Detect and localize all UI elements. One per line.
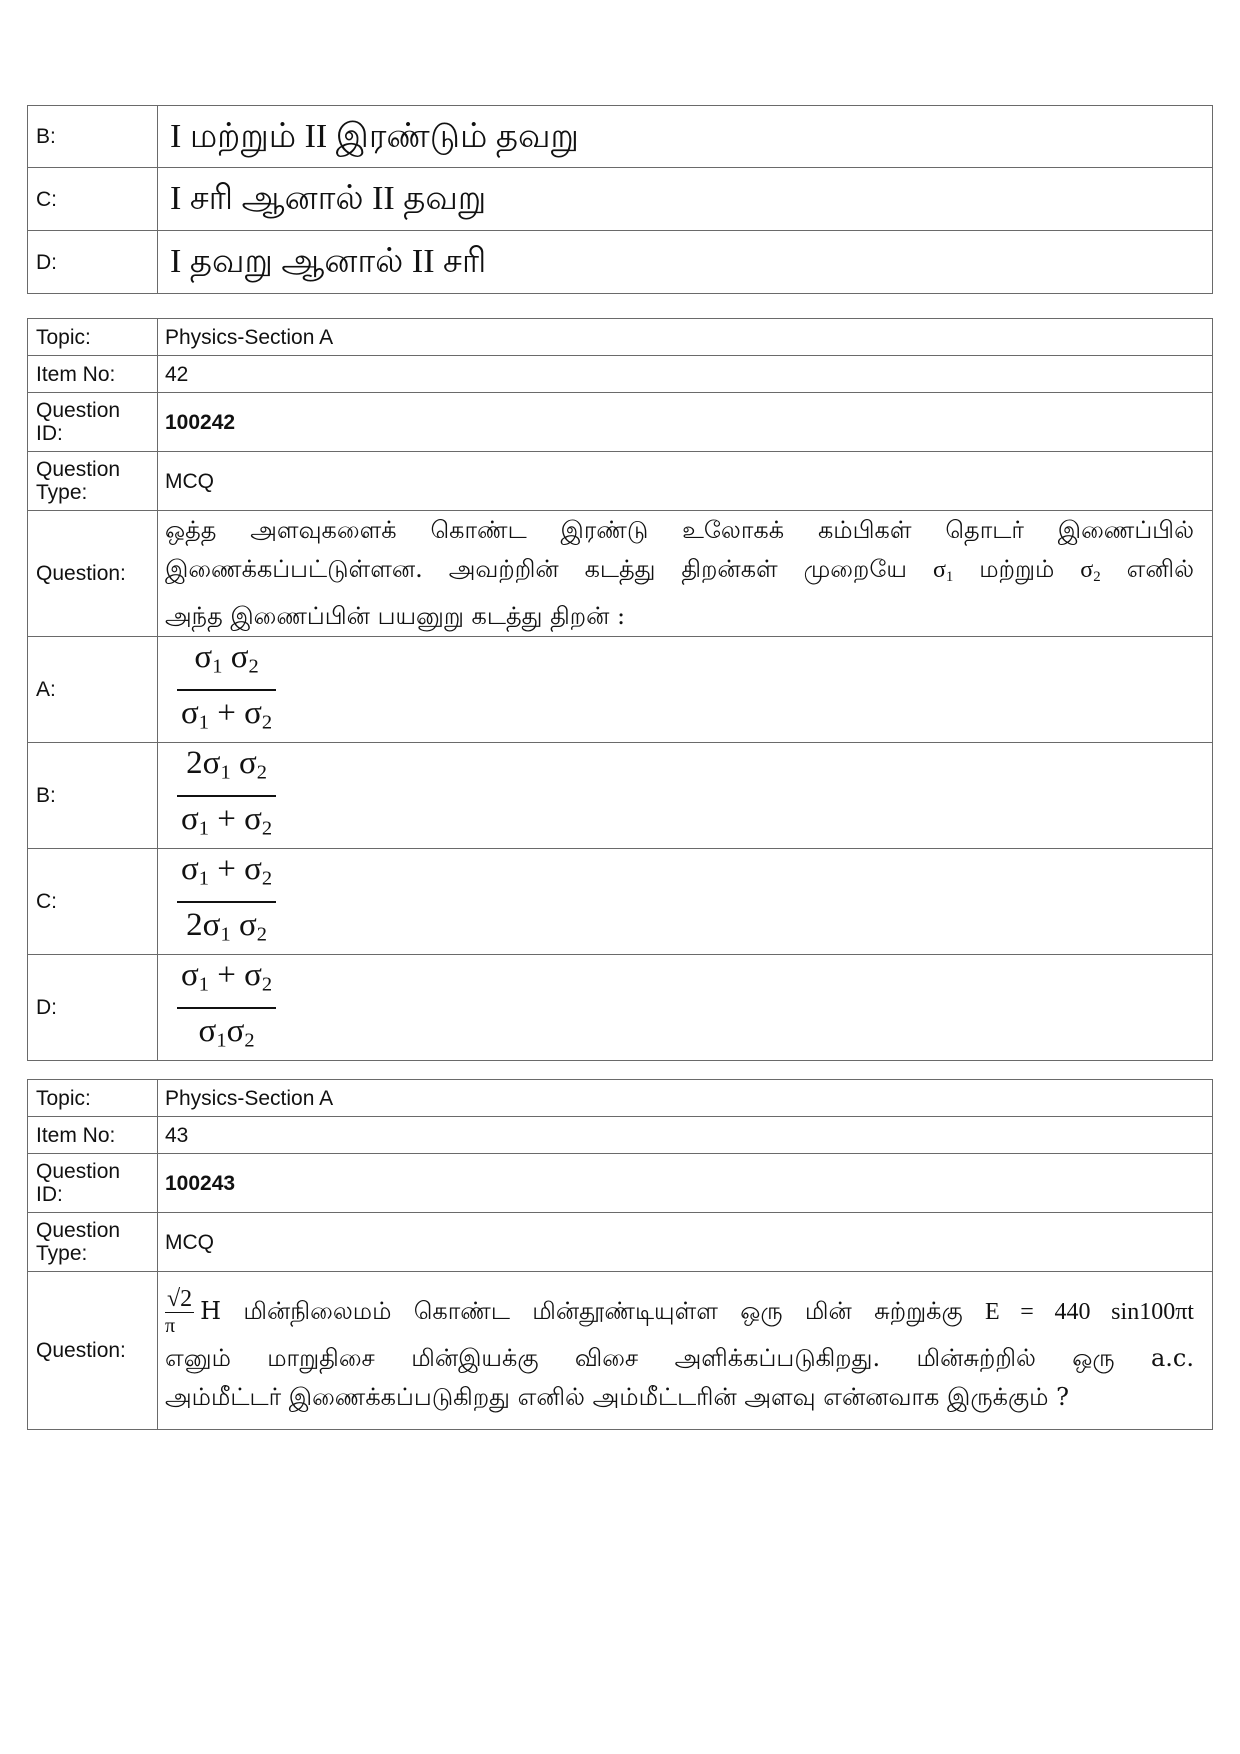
option-label: D: [28, 231, 158, 294]
option-b-formula: $\frac{2\sigma_1 \sigma_2}{\sigma_1 + \sigma_2}$ [158, 743, 1213, 849]
emf-equation: E = 440 sin100πt [984, 1298, 1194, 1325]
question-id-value: 100242 [158, 393, 1213, 452]
question-type-value: MCQ [158, 1213, 1213, 1272]
topic-value: Physics-Section A [158, 1080, 1213, 1117]
question-line: அந்த இணைப்பின் பயனுறு கடத்து திறன் : [165, 602, 626, 631]
question-text [158, 1272, 1213, 1430]
question-id-value: 100243 [158, 1154, 1213, 1213]
item-no-label: Item No: [28, 1117, 158, 1154]
sigma-symbol: $\sigma_1$ [932, 557, 954, 586]
question-line: இணைக்கப்பட்டுள்ளன. அவற்றின் கடத்து திறன்கள் முறையே $\sigma_1$ மற்றும் $\sigma_2$ எனில் [165, 555, 1194, 586]
question-line: அம்மீட்டர் இணைக்கப்படுகிறது எனில் அம்மீட்டரின் அளவு என்னவாக இருக்கும் ? [165, 1382, 1069, 1411]
option-label: C: [28, 168, 158, 231]
question-type-label: Question Type: [28, 452, 158, 511]
question-42-table [27, 318, 1213, 1061]
question-label: Question: [28, 511, 158, 637]
question-id-label: Question ID: [28, 393, 158, 452]
question-type-label: Question Type: [28, 1213, 158, 1272]
question-line: $\frac{√2}{\pi}$ H மின்நிலைமம் கொண்ட மின்தூண்டியுள்ள ஒரு மின் சுற்றுக்கு E = 440 sin100πt [165, 1285, 1194, 1337]
question-text [158, 511, 1213, 637]
option-c-formula: $\frac{\sigma_1 + \sigma_2}{2\sigma_1 \sigma_2}$ [158, 849, 1213, 955]
option-c-label: C: [28, 849, 158, 955]
option-d-formula: $\frac{\sigma_1 + \sigma_2}{\sigma_1\sigma_2}$ [158, 955, 1213, 1061]
question-line: ஒத்த அளவுகளைக் கொண்ட இரண்டு உலோகக் கம்பிகள் தொடர் இணைப்பில் [165, 516, 1194, 544]
option-a-formula: $\frac{\sigma_1 \sigma_2}{\sigma_1 + \sigma_2}$ [158, 637, 1213, 743]
option-d-label: D: [28, 955, 158, 1061]
question-label: Question: [28, 1272, 158, 1430]
option-b-label: B: [28, 743, 158, 849]
topic-label: Topic: [28, 319, 158, 356]
question-43-table [27, 1079, 1213, 1430]
option-a-label: A: [28, 637, 158, 743]
question-line: எனும் மாறுதிசை மின்இயக்கு விசை அளிக்கப்படுகிறது. மின்சுற்றில் ஒரு a.c. [165, 1343, 1194, 1372]
item-no-label: Item No: [28, 356, 158, 393]
item-no-value: 43 [158, 1117, 1213, 1154]
prev-question-options-table [27, 105, 1213, 294]
option-text: I தவறு ஆனால் II சரி [158, 231, 1213, 294]
sigma-symbol: $\sigma_2$ [1080, 557, 1101, 586]
topic-label: Topic: [28, 1080, 158, 1117]
question-type-value: MCQ [158, 452, 1213, 511]
option-text: I மற்றும் II இரண்டும் தவறு [158, 106, 1213, 168]
topic-value: Physics-Section A [158, 319, 1213, 356]
item-no-value: 42 [158, 356, 1213, 393]
option-label: B: [28, 106, 158, 168]
inductance-fraction: $\frac{√2}{\pi}$ [165, 1285, 193, 1337]
question-id-label: Question ID: [28, 1154, 158, 1213]
option-text: I சரி ஆனால் II தவறு [158, 168, 1213, 231]
